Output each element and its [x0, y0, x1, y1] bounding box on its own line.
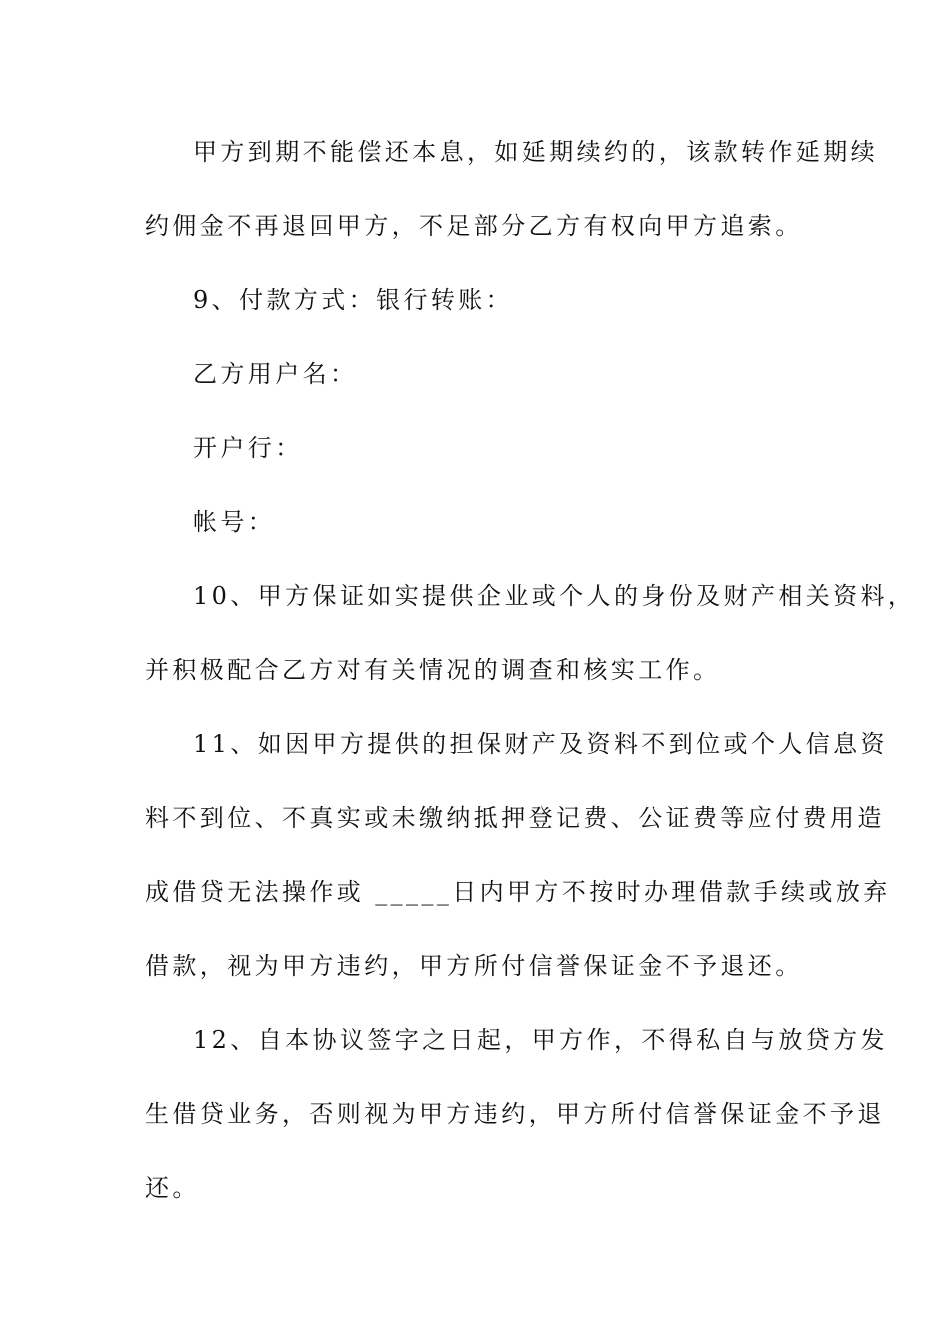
account-number-label: 帐号：: [193, 508, 276, 536]
paragraph-line: 成借贷无法操作或 _____日内甲方不按时办理借款手续或放弃: [145, 878, 891, 906]
paragraph-line: 生借贷业务，否则视为甲方违约，甲方所付信誉保证金不予退: [145, 1100, 885, 1128]
paragraph-line: 约佣金不再退回甲方，不足部分乙方有权向甲方追索。: [145, 212, 803, 240]
paragraph-line: 借款，视为甲方违约，甲方所付信誉保证金不予退还。: [145, 952, 803, 980]
paragraph-line: 并积极配合乙方对有关情况的调查和核实工作。: [145, 656, 721, 684]
bank-label: 开户行：: [193, 434, 303, 462]
clause-10-line: 10、甲方保证如实提供企业或个人的身份及财产相关资料，: [193, 582, 916, 610]
clause-9-heading: 9、付款方式：银行转账：: [193, 286, 514, 314]
paragraph-line: 还。: [145, 1174, 200, 1202]
payee-name-label: 乙方用户名：: [193, 360, 358, 388]
clause-12-line: 12、自本协议签字之日起，甲方作，不得私自与放贷方发: [193, 1026, 888, 1054]
paragraph-line: 料不到位、不真实或未缴纳抵押登记费、公证费等应付费用造: [145, 804, 885, 832]
clause-11-line: 11、如因甲方提供的担保财产及资料不到位或个人信息资: [193, 730, 888, 758]
paragraph-line: 甲方到期不能偿还本息，如延期续约的，该款转作延期续: [193, 138, 878, 166]
